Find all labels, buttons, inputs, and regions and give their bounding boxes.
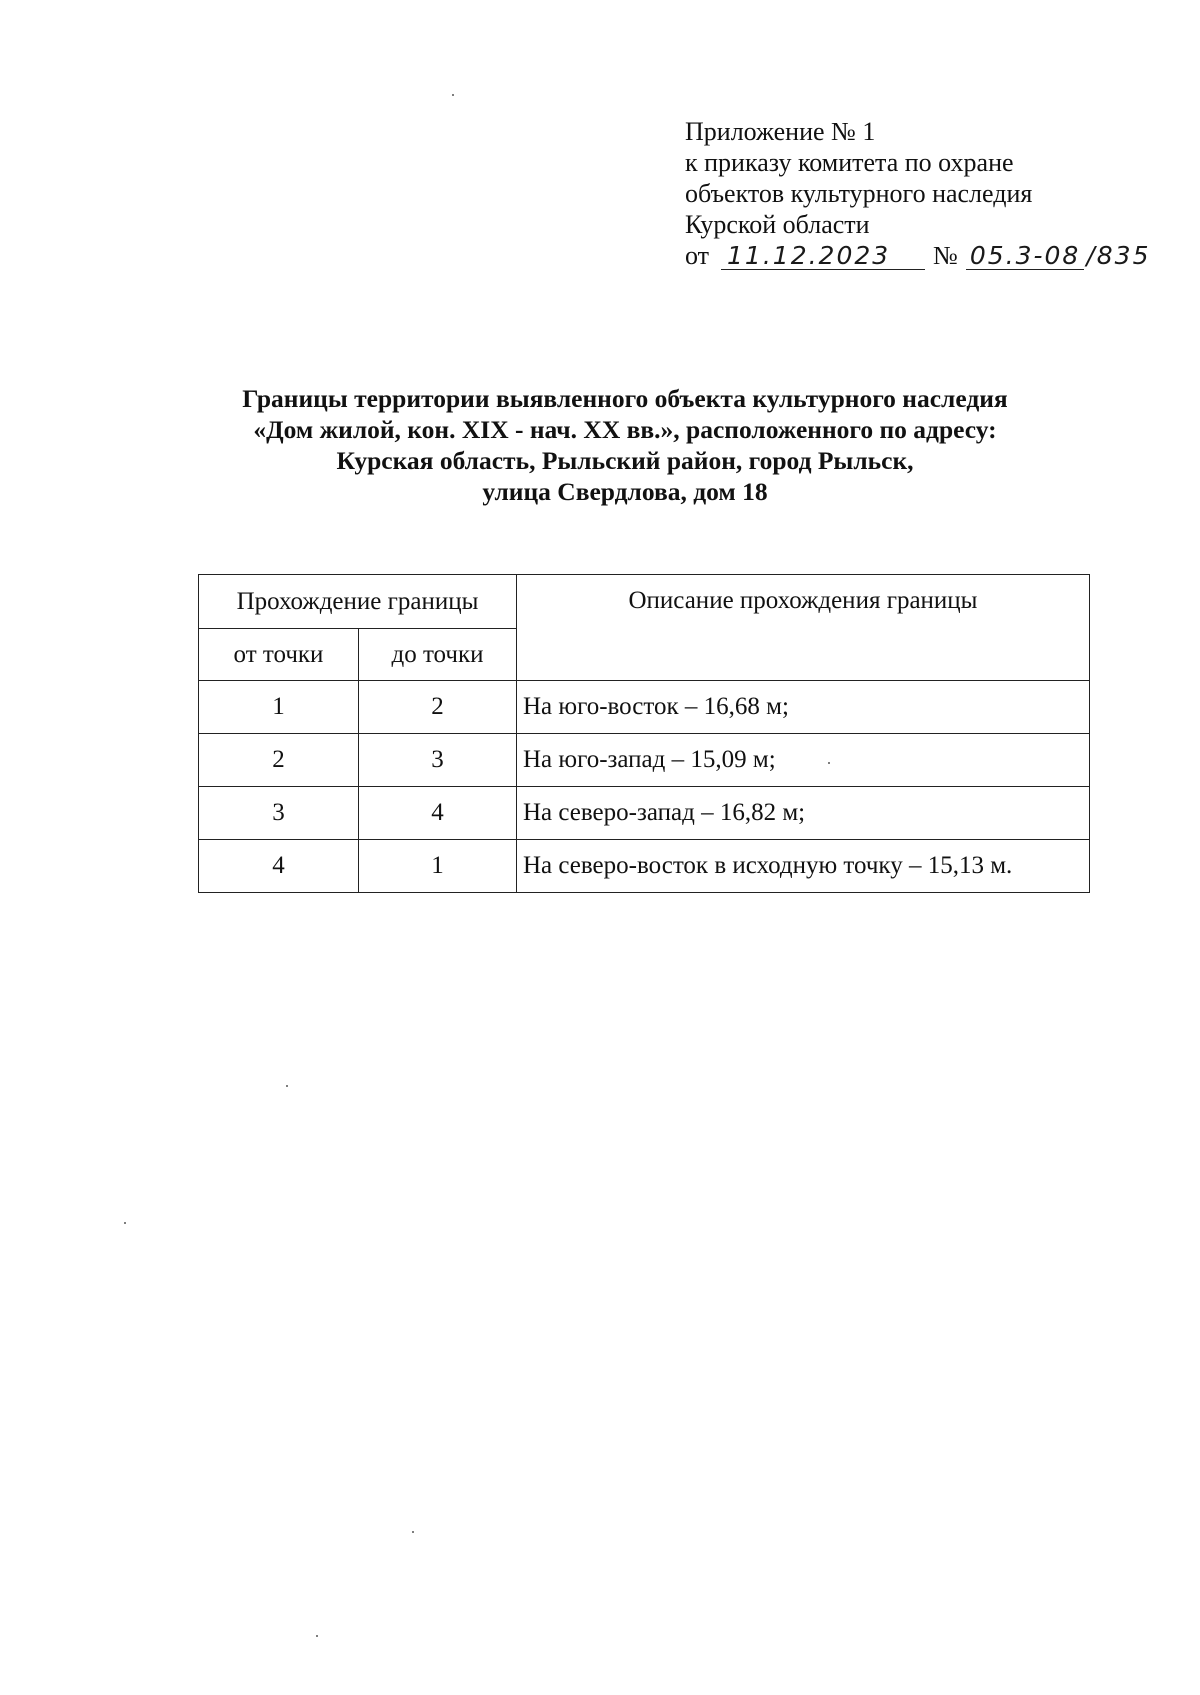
table-row [199,787,1090,840]
title-line-1: Границы территории выявленного объекта культурного наследия [242,384,1008,413]
cell-from: 4 [199,840,359,893]
cell-description: На северо-запад – 16,82 м; [517,787,1090,840]
number-label: № [933,241,958,270]
title-line-3: Курская область, Рыльский район, город Рыльск, [336,446,914,475]
order-number-handwritten [966,243,1151,270]
order-date-handwritten: 11.12.2023 [721,243,925,270]
title-line-4: улица Свердлова, дом 18 [482,477,768,506]
cell-from: 2 [199,734,359,787]
cell-to: 3 [359,734,517,787]
date-prefix: от [685,241,710,270]
scan-speck [286,1085,288,1087]
order-number-part1: 05.3-08 [966,243,1085,270]
cell-to: 2 [359,681,517,734]
appendix-committee-line: объектов культурного наследия [685,179,1033,208]
cell-to: 4 [359,787,517,840]
order-number-part2: /835 [1086,241,1151,270]
appendix-order-line: к приказу комитета по охране [685,148,1014,177]
header-boundary-passage: Прохождение границы [199,575,517,629]
document-title [150,383,1100,507]
table-header-row [199,575,1090,629]
cell-description: На юго-восток – 16,68 м; [517,681,1090,734]
title-line-2: «Дом жилой, кон. XIX - нач. XX вв.», расположенного по адресу: [253,415,997,444]
table-row [199,840,1090,893]
scan-speck [452,94,454,96]
cell-from: 1 [199,681,359,734]
table-row [199,681,1090,734]
appendix-title: Приложение № 1 [685,117,876,146]
scan-speck [124,1222,126,1224]
boundary-table [198,574,1090,893]
appendix-block [685,116,1150,271]
header-to-point: до точки [359,629,517,681]
scan-speck [412,1531,414,1533]
header-from-point: от точки [199,629,359,681]
cell-description: На юго-запад – 15,09 м; [517,734,1090,787]
cell-to: 1 [359,840,517,893]
cell-from: 3 [199,787,359,840]
scan-speck [316,1635,318,1637]
scan-speck [828,762,830,764]
cell-description: На северо-восток в исходную точку – 15,13 м. [517,840,1090,893]
header-description: Описание прохождения границы [517,575,1090,681]
order-date-number-line [685,240,1150,271]
appendix-region-line: Курской области [685,210,870,239]
table-row [199,734,1090,787]
